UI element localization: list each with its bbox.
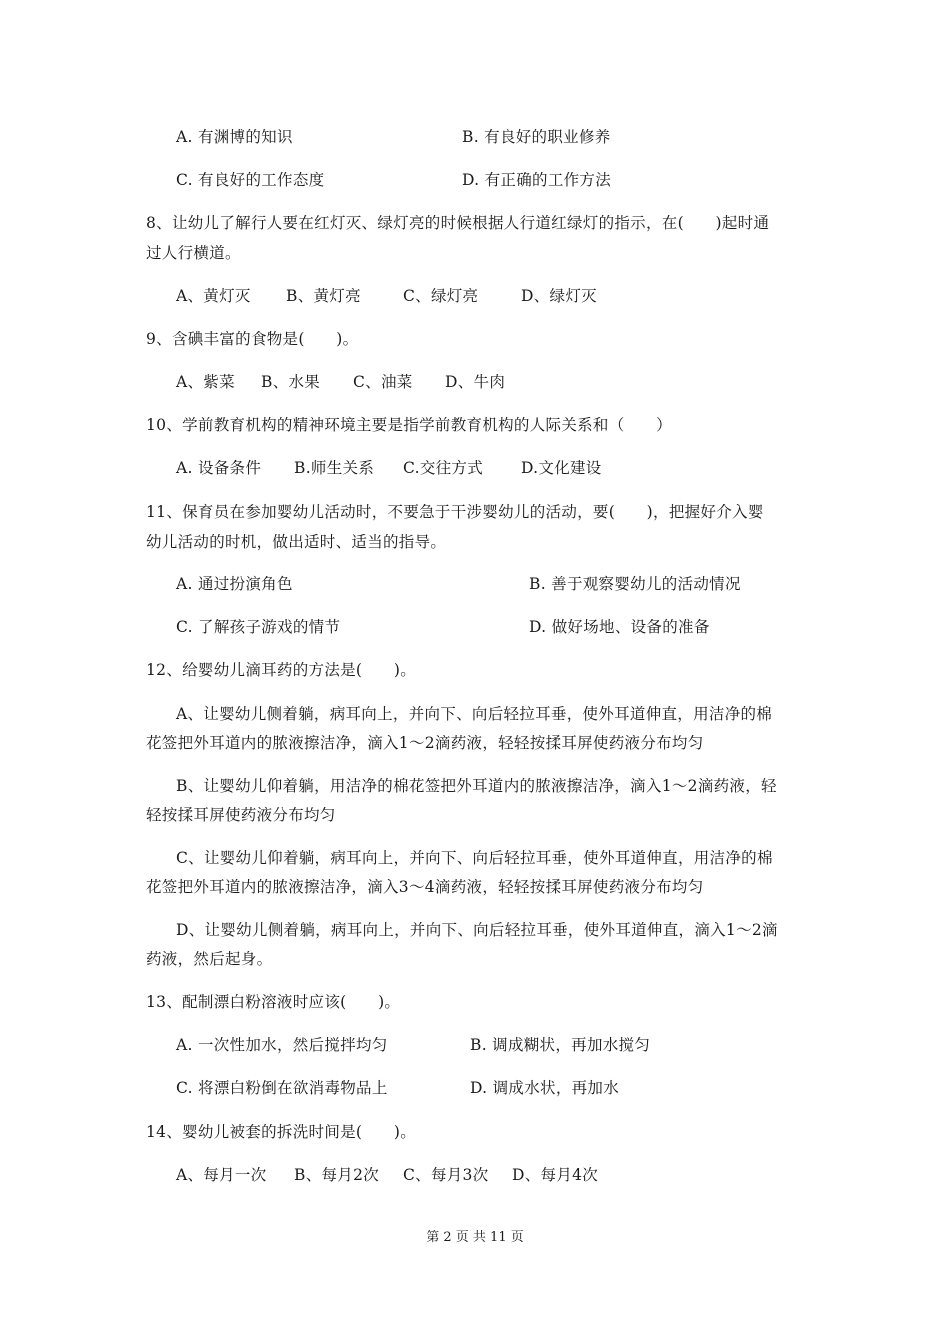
q11-stem-line1: 11、保育员在参加婴幼儿活动时，不要急于干涉婴幼儿的活动，要( )，把握好介入婴	[146, 503, 764, 521]
q13-option-b: B. 调成糊状，再加水搅匀	[470, 1036, 651, 1054]
page-number-footer: 第 2 页 共 11 页	[426, 1230, 524, 1245]
q11-option-d: D. 做好场地、设备的准备	[529, 618, 710, 636]
q8-option-c: C、绿灯亮	[403, 287, 479, 305]
q14-option-d: D、每月4次	[512, 1166, 599, 1184]
q13-stem: 13、配制漂白粉溶液时应该( )。	[146, 993, 401, 1011]
q12-option-d-line2: 药液，然后起身。	[146, 950, 273, 968]
q10-stem: 10、学前教育机构的精神环境主要是指学前教育机构的人际关系和（ ）	[146, 416, 672, 434]
q8-stem-line2: 过人行横道。	[146, 244, 241, 262]
q12-option-b-line2: 轻按揉耳屏使药液分布均匀	[146, 806, 336, 824]
q11-stem-line2: 幼儿活动的时机，做出适时、适当的指导。	[146, 533, 447, 551]
q12-option-d-line1: D、让婴幼儿侧着躺，病耳向上，并向下、向后轻拉耳垂，使外耳道伸直，滴入1～2滴	[176, 921, 778, 939]
q13-option-d: D. 调成水状，再加水	[470, 1079, 620, 1097]
q14-option-a: A、每月一次	[176, 1166, 267, 1184]
q10-option-c: C.交往方式	[403, 459, 484, 477]
q9-stem: 9、含碘丰富的食物是( )。	[146, 330, 359, 348]
q11-option-c: C. 了解孩子游戏的情节	[176, 618, 341, 636]
q12-option-c-line1: C、让婴幼儿仰着躺，病耳向上，并向下、向后轻拉耳垂，使外耳道伸直，用洁净的棉	[176, 849, 773, 867]
q9-option-d: D、牛肉	[445, 373, 506, 391]
q7-option-b: B. 有良好的职业修养	[462, 128, 611, 146]
q14-option-b: B、每月2次	[294, 1166, 380, 1184]
q13-option-a: A. 一次性加水，然后搅拌均匀	[176, 1036, 388, 1054]
q8-option-d: D、绿灯灭	[521, 287, 597, 305]
q12-stem: 12、给婴幼儿滴耳药的方法是( )。	[146, 661, 417, 679]
q9-option-b: B、水果	[261, 373, 321, 391]
q9-option-a: A、紫菜	[176, 373, 235, 391]
q10-option-d: D.文化建设	[521, 459, 602, 477]
q7-option-a: A. 有渊博的知识	[176, 128, 293, 146]
q12-option-b-line1: B、让婴幼儿仰着躺，用洁净的棉花签把外耳道内的脓液擦洁净，滴入1～2滴药液，轻	[176, 777, 777, 795]
q11-option-a: A. 通过扮演角色	[176, 575, 293, 593]
q8-option-b: B、黄灯亮	[286, 287, 361, 305]
q12-option-a-line2: 花签把外耳道内的脓液擦洁净，滴入1～2滴药液，轻轻按揉耳屏使药液分布均匀	[146, 734, 704, 752]
q10-option-a: A. 设备条件	[176, 459, 262, 477]
q8-stem-line1: 8、让幼儿了解行人要在红灯灭、绿灯亮的时候根据人行道红绿灯的指示，在( )起时通	[146, 214, 770, 232]
q11-option-b: B. 善于观察婴幼儿的活动情况	[529, 575, 741, 593]
q7-option-c: C. 有良好的工作态度	[176, 171, 325, 189]
q12-option-c-line2: 花签把外耳道内的脓液擦洁净，滴入3～4滴药液，轻轻按揉耳屏使药液分布均匀	[146, 878, 704, 896]
q14-option-c: C、每月3次	[403, 1166, 489, 1184]
q14-stem: 14、婴幼儿被套的拆洗时间是( )。	[146, 1123, 417, 1141]
q7-option-d: D. 有正确的工作方法	[462, 171, 612, 189]
q13-option-c: C. 将漂白粉倒在欲消毒物品上	[176, 1079, 388, 1097]
q12-option-a-line1: A、让婴幼儿侧着躺，病耳向上，并向下、向后轻拉耳垂，使外耳道伸直，用洁净的棉	[176, 705, 773, 723]
q9-option-c: C、油菜	[353, 373, 413, 391]
q10-option-b: B.师生关系	[294, 459, 375, 477]
q8-option-a: A、黄灯灭	[176, 287, 251, 305]
